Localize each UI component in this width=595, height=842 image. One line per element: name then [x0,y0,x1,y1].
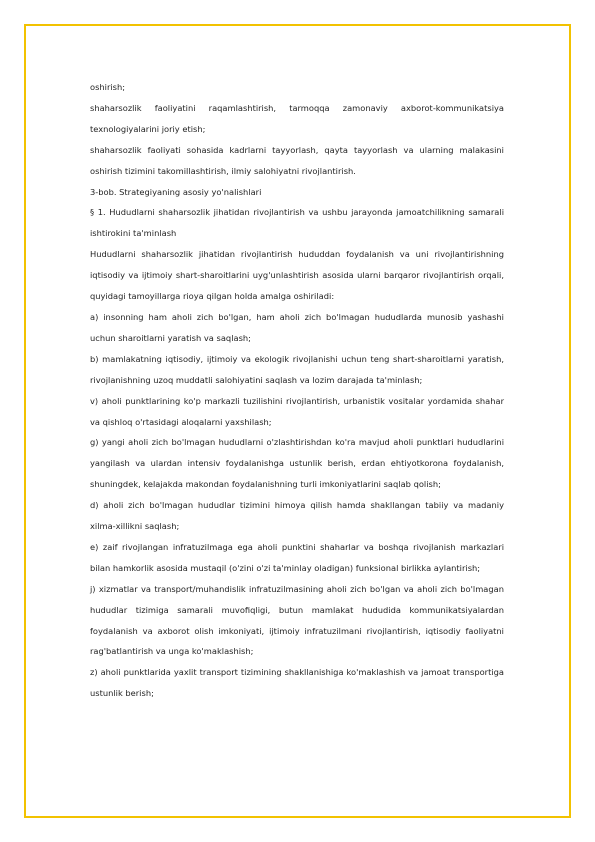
paragraph-digitalization: shaharsozlik faoliyatini raqamlashtirish, tarmoqqa zamonaviy axborot-kommunikatsiya texnologiyalarini joriy etish; [90,102,504,134]
document-body [90,77,504,704]
list-item-g: g) yangi aholi zich bo'lmagan hududlarni o'zlashtirishdan ko'ra mavjud aholi punktlari hududlarini yangilash va ulardan intensiv foydalanishga ustunlik berish, erdan ehtiyotkorona foydalanish, shuningdek, kelajakda makondan foydalanishning turli imkoniyatlarini saqlab qolish; [90,437,504,490]
paragraph-oshirish: oshirish; [90,82,126,92]
chapter-heading: 3-bob. Strategiyaning asosiy yo'nalishlari [90,186,262,197]
paragraph-personnel-training: shaharsozlik faoliyati sohasida kadrlarni tayyorlash, qayta tayyorlash va ularning malakasini oshirish tizimini takomillashtirish, ilmiy salohiyatni rivojlantirish. [90,144,504,176]
list-item-a: a) insonning ham aholi zich bo'lgan, ham aholi zich bo'lmagan hududlarda munosib yashashi uchun sharoitlarni yaratish va saqlash; [90,311,504,343]
list-item-j: j) xizmatlar va transport/muhandislik infratuzilmasining aholi zich bo'lgan va aholi zich bo'lmagan hududlar tizimiga samarali muvofiqligi, butun mamlakat hududida kommunikatsiyalardan foydalanish va axborot olish imkoniyati, ijtimoiy infratuzilmani rivojlantirish, iqtisodiy faoliyatni rag'batlantirish va unga ko'maklashish; [90,583,504,657]
paragraph-intro: Hududlarni shaharsozlik jihatidan rivojlantirish hududdan foydalanish va uni rivojlantirishning iqtisodiy va ijtimoiy shart-sharoitlarini uyg'unlashtirish asosida ularni barqaror rivojlantirish orqali, quyidagi tamoyillarga rioya qilgan holda amalga oshiriladi: [90,249,504,302]
section-heading: § 1. Hududlarni shaharsozlik jihatidan rivojlantirish va ushbu jarayonda jamoatchilikning samarali ishtirokini ta'minlash [90,207,504,239]
list-item-v: v) aholi punktlarining ko'p markazli tuzilishini rivojlantirish, urbanistik vositalar yordamida shahar va qishloq o'rtasidagi aloqalarni yaxshilash; [90,395,504,427]
list-item-e: e) zaif rivojlangan infratuzilmaga ega aholi punktini shaharlar va boshqa rivojlanish markazlari bilan hamkorlik asosida mustaqil (o'zini o'zi ta'minlay oladigan) funksional birlikka aylantirish; [90,541,504,573]
list-item-z: z) aholi punktlarida yaxlit transport tizimining shakllanishiga ko'maklashish va jamoat transportiga ustunlik berish; [90,667,504,699]
list-item-b: b) mamlakatning iqtisodiy, ijtimoiy va ekologik rivojlanishi uchun teng shart-sharoitlarni yaratish, rivojlanishning uzoq muddatli salohiyatini saqlash va lozim darajada ta'minlash; [90,353,504,385]
list-item-d: d) aholi zich bo'lmagan hududlar tizimini himoya qilish hamda shakllangan tabiiy va madaniy xilma-xillikni saqlash; [90,500,504,532]
